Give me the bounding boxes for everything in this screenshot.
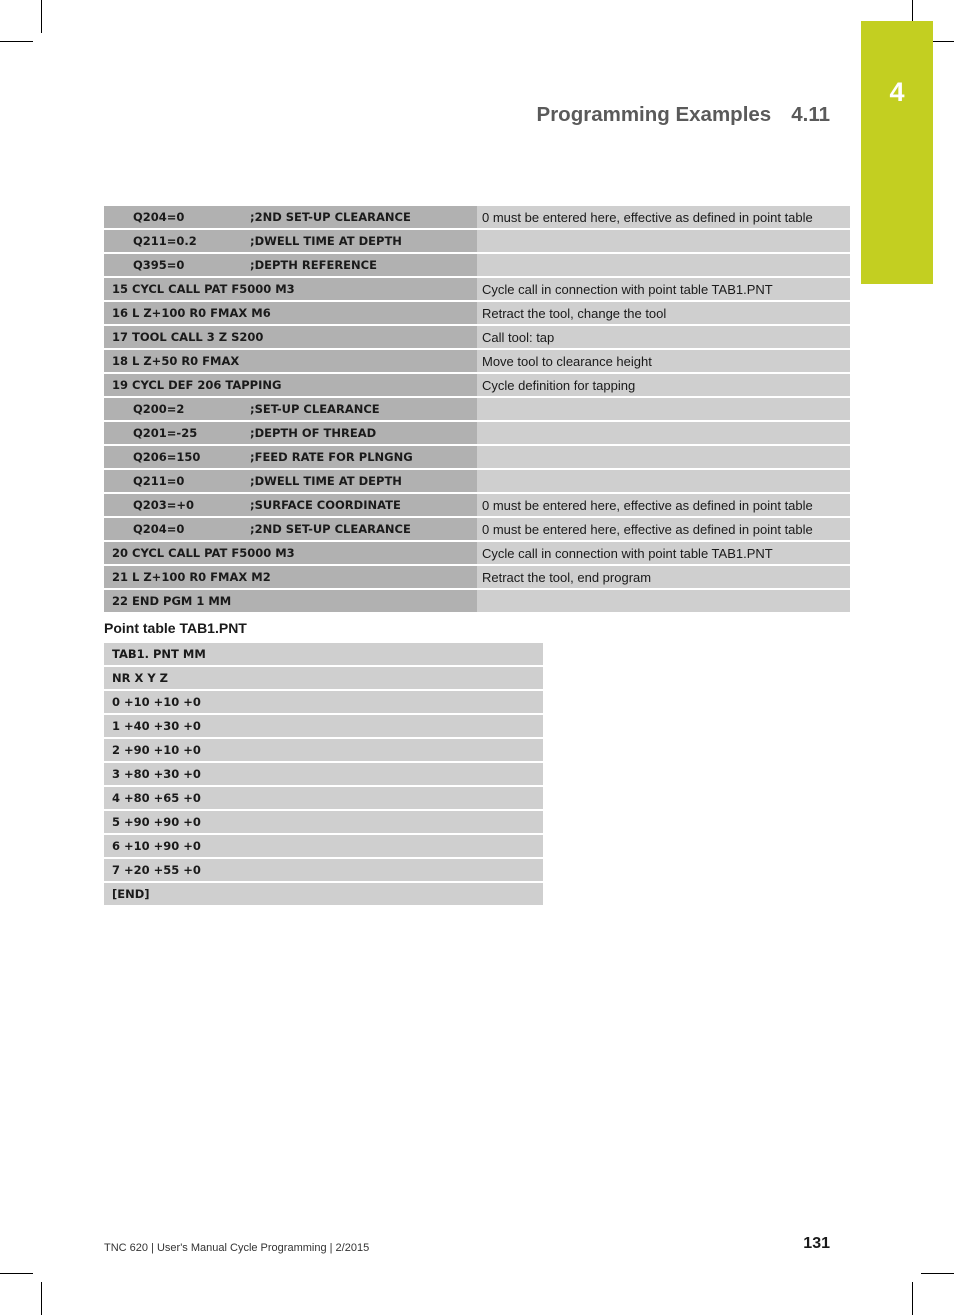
program-row bbox=[104, 397, 850, 421]
parameter-value: Q211=0.2 bbox=[133, 234, 197, 248]
point-table-cell: 1 +40 +30 +0 bbox=[104, 714, 543, 738]
chapter-number: 4 bbox=[889, 77, 905, 107]
program-comment-cell: Cycle call in connection with point table TAB1.PNT bbox=[477, 541, 850, 565]
program-comment-cell: Retract the tool, end program bbox=[477, 565, 850, 589]
parameter-name: ;FEED RATE FOR PLNGNG bbox=[250, 450, 413, 464]
parameter-value: Q200=2 bbox=[133, 402, 185, 416]
program-code-cell bbox=[104, 253, 477, 277]
parameter-name: ;DWELL TIME AT DEPTH bbox=[250, 234, 402, 248]
point-table-row bbox=[104, 714, 543, 738]
crop-mark bbox=[912, 1282, 913, 1315]
program-row bbox=[104, 253, 850, 277]
point-table-cell: 2 +90 +10 +0 bbox=[104, 738, 543, 762]
program-row bbox=[104, 589, 850, 613]
program-code-cell: 15 CYCL CALL PAT F5000 M3 bbox=[104, 277, 477, 301]
page-header bbox=[537, 103, 830, 127]
program-code-cell bbox=[104, 421, 477, 445]
parameter-value: Q211=0 bbox=[133, 474, 185, 488]
parameter-value: Q204=0 bbox=[133, 522, 185, 536]
point-table-row bbox=[104, 666, 543, 690]
program-row bbox=[104, 517, 850, 541]
chapter-tab bbox=[861, 21, 933, 284]
program-row bbox=[104, 541, 850, 565]
point-table-cell: 0 +10 +10 +0 bbox=[104, 690, 543, 714]
program-code-cell: 16 L Z+100 R0 FMAX M6 bbox=[104, 301, 477, 325]
point-table-row bbox=[104, 882, 543, 906]
crop-mark bbox=[41, 1282, 42, 1315]
point-table-cell: NR X Y Z bbox=[104, 666, 543, 690]
parameter-value: Q206=150 bbox=[133, 450, 201, 464]
crop-mark bbox=[0, 1273, 33, 1274]
program-code-cell bbox=[104, 517, 477, 541]
program-comment-cell bbox=[477, 397, 850, 421]
point-table-cell: TAB1. PNT MM bbox=[104, 643, 543, 666]
program-row bbox=[104, 206, 850, 229]
crop-mark bbox=[0, 41, 33, 42]
program-comment-cell: Call tool: tap bbox=[477, 325, 850, 349]
parameter-name: ;DWELL TIME AT DEPTH bbox=[250, 474, 402, 488]
program-comment-cell: 0 must be entered here, effective as defined in point table bbox=[477, 517, 850, 541]
program-code-cell bbox=[104, 229, 477, 253]
program-comment-cell bbox=[477, 589, 850, 613]
program-code-cell: 20 CYCL CALL PAT F5000 M3 bbox=[104, 541, 477, 565]
parameter-name: ;2ND SET-UP CLEARANCE bbox=[250, 522, 411, 536]
crop-mark bbox=[921, 1273, 954, 1274]
program-row bbox=[104, 373, 850, 397]
page-number: 131 bbox=[803, 1235, 830, 1252]
point-table-row bbox=[104, 810, 543, 834]
program-code-cell bbox=[104, 206, 477, 229]
program-code-cell bbox=[104, 469, 477, 493]
program-row bbox=[104, 301, 850, 325]
program-row bbox=[104, 565, 850, 589]
program-code-cell: 18 L Z+50 R0 FMAX bbox=[104, 349, 477, 373]
point-table-cell: 6 +10 +90 +0 bbox=[104, 834, 543, 858]
program-comment-cell: 0 must be entered here, effective as defined in point table bbox=[477, 206, 850, 229]
program-comment-cell: Cycle definition for tapping bbox=[477, 373, 850, 397]
point-table-cell: 4 +80 +65 +0 bbox=[104, 786, 543, 810]
program-comment-cell bbox=[477, 253, 850, 277]
program-row bbox=[104, 493, 850, 517]
parameter-value: Q201=-25 bbox=[133, 426, 198, 440]
footer-text: TNC 620 | User's Manual Cycle Programming | 2/2015 bbox=[104, 1242, 370, 1254]
point-table-row bbox=[104, 858, 543, 882]
point-table-cell: 5 +90 +90 +0 bbox=[104, 810, 543, 834]
parameter-value: Q204=0 bbox=[133, 210, 185, 224]
point-table-row bbox=[104, 762, 543, 786]
header-title: Programming Examples bbox=[536, 103, 772, 126]
point-table-row bbox=[104, 643, 543, 666]
program-code-cell: 17 TOOL CALL 3 Z S200 bbox=[104, 325, 477, 349]
program-comment-cell: Cycle call in connection with point table TAB1.PNT bbox=[477, 277, 850, 301]
program-code-cell bbox=[104, 445, 477, 469]
program-row bbox=[104, 349, 850, 373]
program-row bbox=[104, 421, 850, 445]
program-code-cell bbox=[104, 493, 477, 517]
point-table-row bbox=[104, 786, 543, 810]
crop-mark bbox=[41, 0, 42, 33]
parameter-name: ;SURFACE COORDINATE bbox=[250, 498, 401, 512]
parameter-name: ;2ND SET-UP CLEARANCE bbox=[250, 210, 411, 224]
parameter-value: Q203=+0 bbox=[133, 498, 195, 512]
point-table-cell: 3 +80 +30 +0 bbox=[104, 762, 543, 786]
program-code-cell bbox=[104, 397, 477, 421]
program-code-cell: 19 CYCL DEF 206 TAPPING bbox=[104, 373, 477, 397]
program-row bbox=[104, 229, 850, 253]
program-comment-cell: Retract the tool, change the tool bbox=[477, 301, 850, 325]
program-row bbox=[104, 469, 850, 493]
point-table bbox=[104, 643, 543, 907]
parameter-value: Q395=0 bbox=[133, 258, 185, 272]
program-row bbox=[104, 277, 850, 301]
point-table-cell: 7 +20 +55 +0 bbox=[104, 858, 543, 882]
parameter-name: ;SET-UP CLEARANCE bbox=[250, 402, 380, 416]
program-row bbox=[104, 325, 850, 349]
point-table-title: Point table TAB1.PNT bbox=[104, 620, 247, 636]
program-table bbox=[104, 206, 850, 614]
program-comment-cell bbox=[477, 445, 850, 469]
program-comment-cell: Move tool to clearance height bbox=[477, 349, 850, 373]
point-table-row bbox=[104, 834, 543, 858]
program-comment-cell bbox=[477, 469, 850, 493]
program-comment-cell bbox=[477, 421, 850, 445]
program-code-cell: 22 END PGM 1 MM bbox=[104, 589, 477, 613]
program-code-cell: 21 L Z+100 R0 FMAX M2 bbox=[104, 565, 477, 589]
point-table-row bbox=[104, 738, 543, 762]
point-table-cell: [END] bbox=[104, 882, 543, 906]
parameter-name: ;DEPTH REFERENCE bbox=[250, 258, 377, 272]
header-section: 4.11 bbox=[791, 103, 830, 126]
program-comment-cell: 0 must be entered here, effective as defined in point table bbox=[477, 493, 850, 517]
program-row bbox=[104, 445, 850, 469]
point-table-row bbox=[104, 690, 543, 714]
parameter-name: ;DEPTH OF THREAD bbox=[250, 426, 377, 440]
program-comment-cell bbox=[477, 229, 850, 253]
